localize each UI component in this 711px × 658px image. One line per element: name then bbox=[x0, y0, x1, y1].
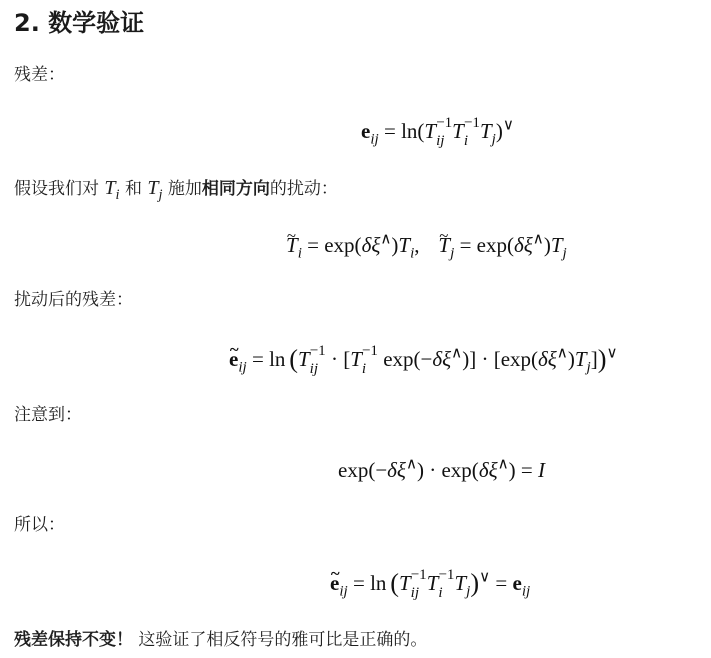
perturbation-equation: ~ $T_i$ = $\exp(\delta\xi^\wedge)T_i,\sim$ $T_j = \exp(\delta\xi^\wedge)T_j$ bbox=[286, 230, 567, 260]
so-label: 所以： bbox=[14, 515, 65, 535]
assumption-text: 假设我们对 $T_i$ 和 $T_j$ 施加相同方向的扰动： bbox=[14, 177, 338, 204]
conclusion-text: 残差保持不变！ 这验证了相反符号的雅可比是正确的。 bbox=[14, 630, 428, 650]
identity-equation: exp(−δξ∧) · exp(δξ∧) = I bbox=[338, 456, 545, 482]
section-heading: 2. 数学验证 bbox=[14, 9, 145, 37]
residual-equation: $e_{ij} = \ln(T$ −1 ij T −1 i $T_j)^\vee$ bbox=[361, 114, 514, 149]
perturbed-residual-label: 扰动后的残差： bbox=[14, 290, 133, 310]
perturbed-residual-equation: ~ $e_{ij} = \ln (T$ −1 ij · [T −1 i $\exp(-\delta\xi^\wedge)] \cdot [\exp(\delta\xi^\wedge)T_j])^\vee$ bbox=[229, 344, 618, 376]
residual-label: 残差： bbox=[14, 65, 65, 85]
result-equation: ~ $e_{ij} = \ln (T$ −1 ij T −1 i $T_j)^\vee = e_{ij}$ bbox=[330, 568, 530, 600]
note-label: 注意到： bbox=[14, 405, 82, 425]
